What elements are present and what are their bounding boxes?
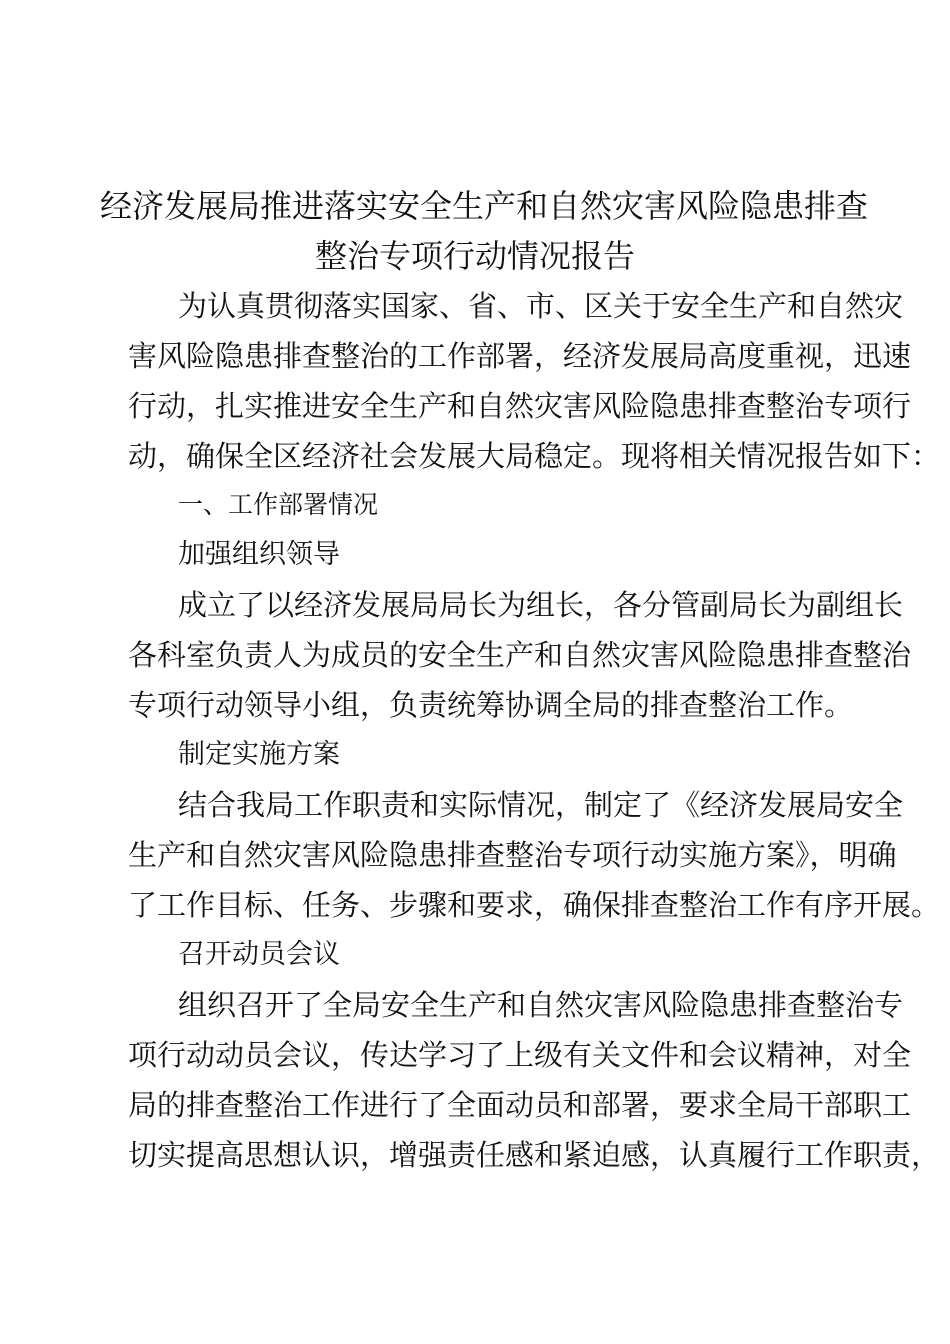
- subsection-3-line-3: 局的排查整治工作进行了全面动员和部署，要求全局干部职工: [128, 1088, 912, 1122]
- subsection-heading-plan: 制定实施方案: [178, 739, 340, 770]
- subsection-2-line-2: 生产和自然灾害风险隐患排查整治专项行动实施方案》，明确: [128, 838, 897, 872]
- intro-paragraph-line-3: 行动，扎实推进安全生产和自然灾害风险隐患排查整治专项行: [128, 389, 912, 423]
- intro-paragraph-line-4: 动，确保全区经济社会发展大局稳定。现将相关情况报告如下：: [128, 439, 941, 473]
- subsection-3-line-1: 组织召开了全局安全生产和自然灾害风险隐患排查整治专: [178, 988, 904, 1022]
- document-title-line-1: 经济发展局推进落实安全生产和自然灾害风险隐患排查: [100, 187, 869, 225]
- subsection-3-line-4: 切实提高思想认识，增强责任感和紧迫感，认真履行工作职责，: [128, 1138, 941, 1172]
- document-title-line-2: 整治专项行动情况报告: [314, 237, 635, 275]
- subsection-2-line-1: 结合我局工作职责和实际情况，制定了《经济发展局安全: [178, 788, 904, 822]
- section-heading-1: 一、工作部署情况: [178, 490, 379, 519]
- intro-paragraph-line-2: 害风险隐患排查整治的工作部署，经济发展局高度重视，迅速: [128, 339, 912, 373]
- subsection-1-line-1: 成立了以经济发展局局长为组长，各分管副局长为副组长: [178, 588, 904, 622]
- intro-paragraph-line-1: 为认真贯彻落实国家、省、市、区关于安全生产和自然灾: [178, 289, 904, 323]
- subsection-2-line-3: 了工作目标、任务、步骤和要求，确保排查整治工作有序开展。: [128, 888, 941, 922]
- subsection-1-line-2: 各科室负责人为成员的安全生产和自然灾害风险隐患排查整治: [128, 638, 912, 672]
- subsection-1-line-3: 专项行动领导小组，负责统筹协调全局的排查整治工作。: [128, 688, 854, 722]
- subsection-3-line-2: 项行动动员会议，传达学习了上级有关文件和会议精神，对全: [128, 1038, 912, 1072]
- subsection-heading-organization: 加强组织领导: [178, 539, 340, 570]
- subsection-heading-meeting: 召开动员会议: [178, 939, 340, 970]
